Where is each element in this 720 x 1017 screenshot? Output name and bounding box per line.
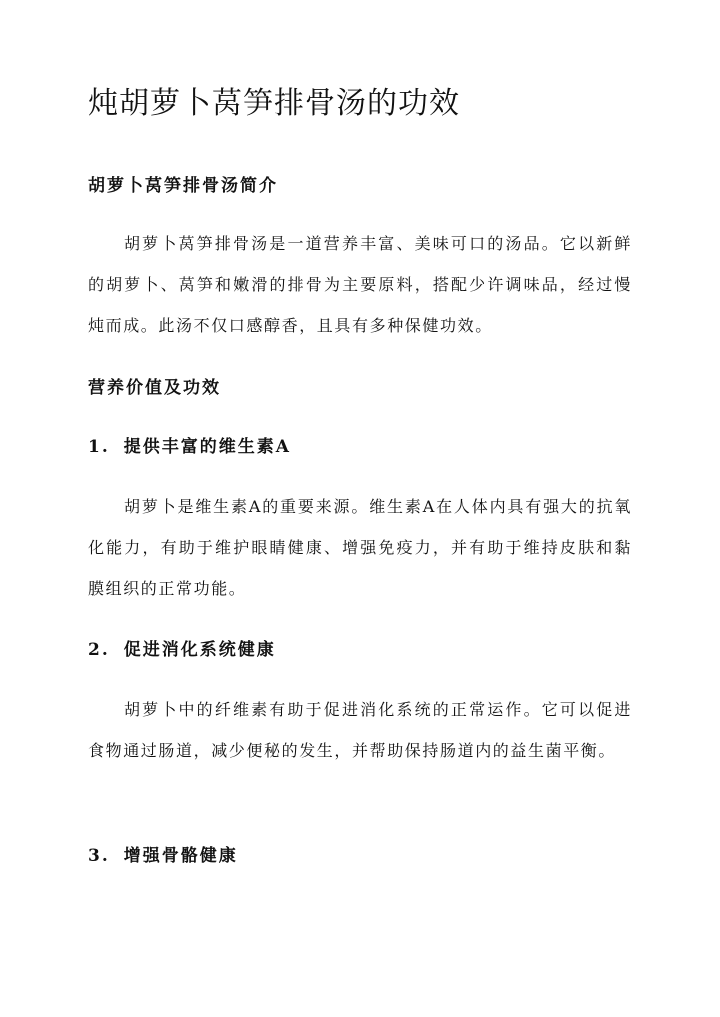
subsection-heading-digestion (88, 637, 276, 663)
subsection-number: 2. (88, 640, 110, 660)
subsection-heading-bone (88, 843, 238, 869)
intro-paragraph: 胡萝卜莴笋排骨汤是一道营养丰富、美味可口的汤品。它以新鲜的胡萝卜、莴笋和嫩滑的排骨为主要原料，搭配少许调味品，经过慢炖而成。此汤不仅口感醇香，且具有多种保健功效。 (88, 234, 632, 335)
section-heading-intro: 胡萝卜莴笋排骨汤简介 (88, 176, 278, 196)
digestion-paragraph: 胡萝卜中的纤维素有助于促进消化系统的正常运作。它可以促进食物通过肠道，减少便秘的发生，并帮助保持肠道内的益生菌平衡。 (88, 700, 632, 760)
subsection-heading-vitamin-a (88, 434, 291, 460)
subsection-number: 1. (88, 437, 110, 457)
subsection-title: 增强骨骼健康 (123, 846, 238, 866)
subsection-number: 3. (88, 846, 110, 866)
subsection-title: 提供丰富的维生素A (123, 437, 291, 457)
vitamin-a-paragraph: 胡萝卜是维生素A的重要来源。维生素A在人体内具有强大的抗氧化能力，有助于维护眼睛健康、增强免疫力，并有助于维持皮肤和黏膜组织的正常功能。 (88, 497, 632, 598)
subsection-title: 促进消化系统健康 (123, 640, 276, 660)
document-title: 炖胡萝卜莴笋排骨汤的功效 (88, 86, 460, 121)
section-heading-nutrition: 营养价值及功效 (88, 378, 221, 398)
